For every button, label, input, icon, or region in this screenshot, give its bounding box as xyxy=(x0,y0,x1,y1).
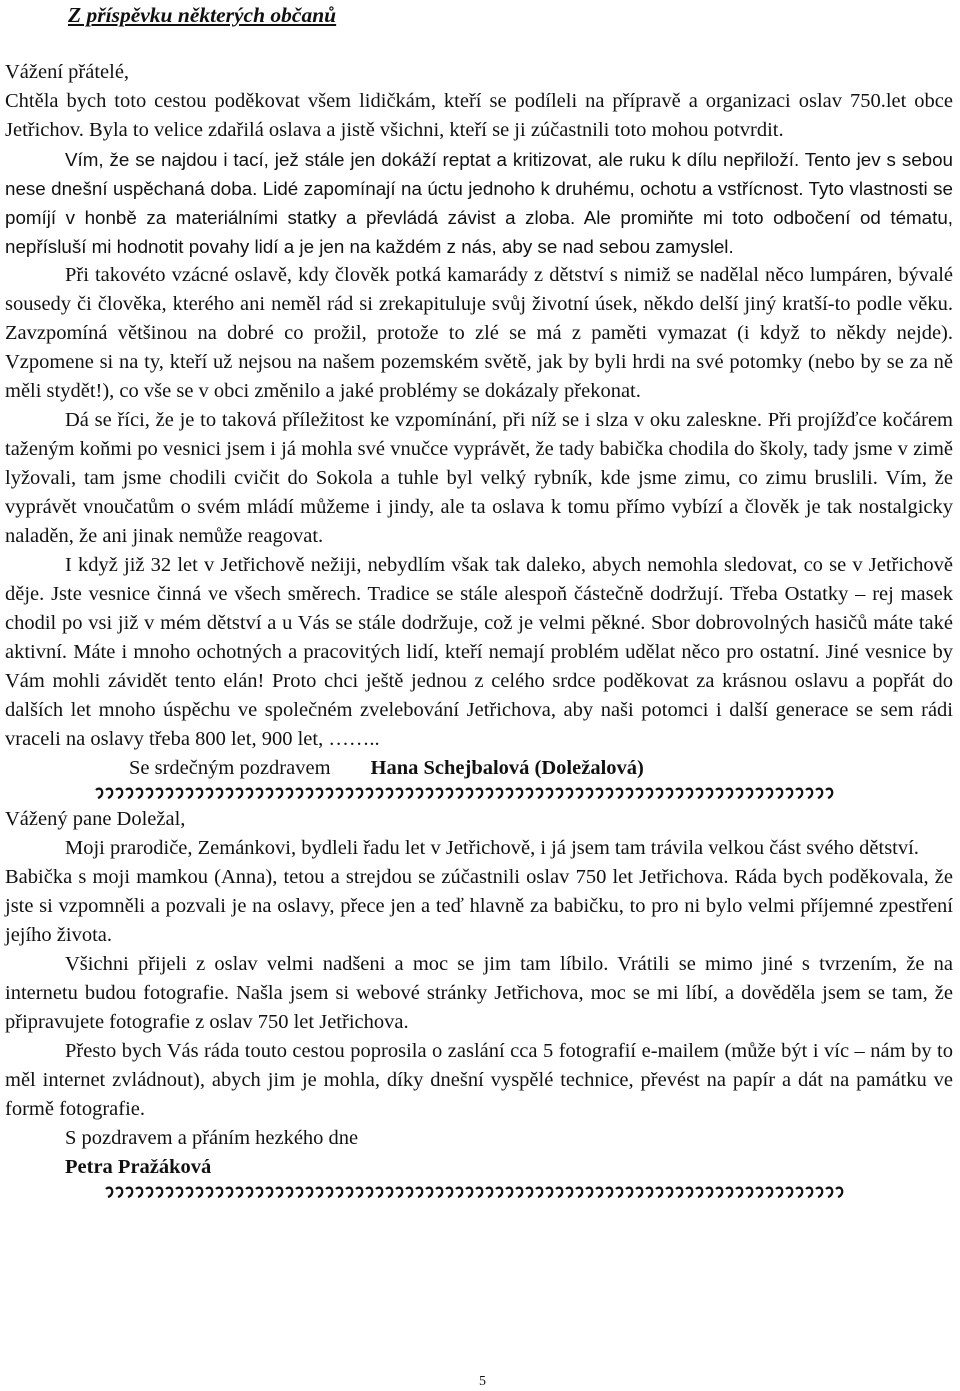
letter1-salutation: Vážení přátelé, xyxy=(5,61,130,83)
letter1-signature-line xyxy=(5,754,953,783)
page-number: 5 xyxy=(479,1374,486,1389)
ornament-divider-1 xyxy=(5,783,953,805)
letter1-paragraph-4: Dá se říci, že je to taková příležitost ke vzpomínání, při níž se i slza v oku zaleskne. Při projížďce kočárem taženým koňmi po vesnici jsem i já mohla své vnučce vyprávět, že tady babička chodila do školy, tady jsme v zimě lyžovali, tam jsme chodili cvičit do Sokola a tuhle byl velký rybník, kde jsme zimu, co zimu bruslili. Vím, že vyprávět vnoučatům o svém mládí můžeme i jindy, ale ta oslava k tomu přímo vybízí a člověk je tak nostalgicky naladěn, že ani jinak nemůže reagovat. xyxy=(5,409,953,547)
ornament-border-1 xyxy=(95,787,835,801)
letter1-paragraph-5: I když již 32 let v Jetřichově nežiji, nebydlím však tak daleko, abych nemohla sledovat, co se v Jetřichově děje. Jste vesnice činná ve všech směrech. Tradice se stále alespoň částečně dodržují. Třeba Ostatky – rej masek chodil po vsi již v mém dětství a u Vás se stále dodržuje, což je velmi pěkné. Sbor dobrovolných hasičů máte také aktivní. Máte i mnoho ochotných a pracovitých lidí, kteří nemají problém udělat něco pro ostatní. Jiné vesnice by Vám mohli závidět tento elán! Proto chci ještě jednou z celého srdce poděkovat za krásnou oslavu a popřát do dalších let mnoho úspěchu ve společném zvelebování Jetřichova, aby naši potomci i další generace se sem rádi vraceli na oslavy třeba 800 let, 900 let, …….. xyxy=(5,554,953,750)
letter1-paragraph-1: Chtěla bych toto cestou poděkovat všem lidičkám, kteří se podíleli na přípravě a organizaci oslav 750.let obce Jetřichov. Byla to velice zdařilá oslava a jistě všichni, kteří se ji zúčastnili toto mohou potvrdit. xyxy=(5,90,953,141)
letter2-salutation: Vážený pane Doležal, xyxy=(5,808,186,830)
letter1-paragraph-2-tail: Ale promiňte mi toto odbočení od tématu, nepřísluší mi hodnotit povahy lidí a je jen na každém z nás, aby se nad sebou zamyslel. xyxy=(5,207,954,257)
letter2-paragraph-1: Moji prarodiče, Zemánkovi, bydleli řadu let v Jetřichově, i já jsem tam trávila velkou část svého dětství. xyxy=(65,837,919,859)
letter2-paragraph-2: Babička s moji mamkou (Anna), tetou a strejdou se zúčastnili oslav 750 let Jetřichova. Ráda bych poděkovala, že jste si vzpomněli a pozvali je na oslavy, přece jen a teď hlavně za babičku, to pro ni bylo velmi příjemné zpestření jejího života. xyxy=(5,866,953,946)
letter2-paragraph-3: Všichni přijeli z oslav velmi nadšeni a moc se jim tam líbilo. Vrátili se mimo jiné s tvrzením, že na internetu budou fotografie. Našla jsem si webové stránky Jetřichova, moc se mi líbí, a dověděla jsem se tam, že připravujete fotografie z oslav 750 let Jetřichova. xyxy=(5,953,953,1033)
letter2-closing: S pozdravem a přáním hezkého dne xyxy=(65,1127,359,1149)
letter1-closing: Se srdečným pozdravem xyxy=(129,757,331,779)
letter2-paragraph-4: Přesto bych Vás ráda touto cestou poprosila o zaslání cca 5 fotografií e-mailem (může být i víc – nám by to měl internet zvládnout), abych jim je mohla, díky dnešní vyspělé technice, převést na papír a dát na památku ve formě fotografie. xyxy=(5,1040,953,1120)
letter1-paragraph-2 xyxy=(5,145,953,261)
letter1-signature: Hana Schejbalová (Doležalová) xyxy=(370,757,644,779)
ornament-divider-2 xyxy=(5,1182,953,1204)
page-heading: Z příspěvku některých občanů xyxy=(68,3,337,27)
letter1-paragraph-2-text: Vím, že se najdou i tací, jež stále jen dokáží reptat a kritizovat, ale ruku k dílu nepřiloží. Tento jev s sebou nese dnešní uspěchaná doba. Lidé zapomínají na úctu jednoho k druhému, ochotu a vstřícnost. Tyto vlastnosti se pomíjí v honbě za materiálními statky a převládá závist a zloba. xyxy=(5,149,953,228)
letter2-signature: Petra Pražáková xyxy=(65,1156,212,1178)
ornament-border-2 xyxy=(105,1186,845,1200)
letter1-paragraph-3: Při takovéto vzácné oslavě, kdy člověk potká kamarády z dětství s nimiž se nadělal něco lumpáren, bývalé sousedy či člověka, kterého ani neměl rád si zrekapituluje svůj životní úsek, někdo delší jiný kratší-to podle věku. Zavzpomíná většinou na dobré co prožil, protože to zlé se má z paměti vymazat (i když to někdy nejde). Vzpomene si na ty, kteří už nejsou na našem pozemském světě, jak by byli hrdi na své potomky (nebo by se za ně měli stydět!), co vše se v obci změnilo a jaké problémy se dokázaly překonat. xyxy=(5,264,953,402)
